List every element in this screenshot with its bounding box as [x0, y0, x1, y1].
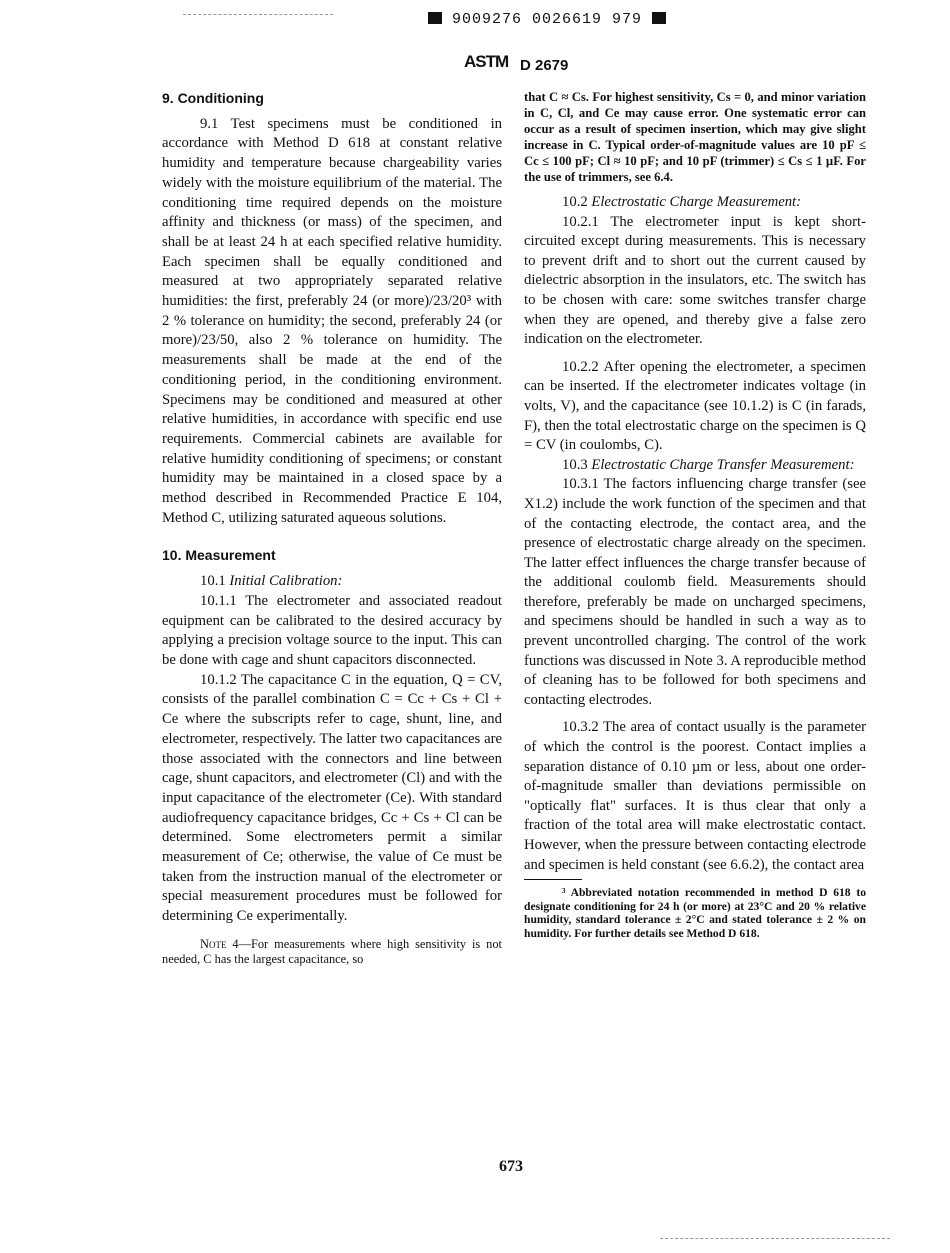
- subsection-10-2: [524, 193, 866, 213]
- section-heading-conditioning: 9. Conditioning: [162, 90, 264, 106]
- paragraph-10-2-2: 10.2.2 After opening the electrometer, a specimen can be inserted. If the electrometer indicates voltage (in volts, V), and the capacitance (see 10.1.2) is C (in farads, F), then the total electrostatic charge on the specimen is Q = CV (in coulombs, C).: [524, 358, 866, 454]
- note-4-continued: that C ≈ Cs. For highest sensitivity, Cs = 0, and minor variation in C, Cl, and Ce may cause error. One systematic error can occur as a result of specimen insertion, which may give slight increase in C. Typical order-of-magnitude values are 10 pF ≤ Cc ≤ 100 pF; Cl ≈ 10 pF; and 10 pF (trimmer) ≤ Cs ≤ 1 µF. For the use of trimmers, see 6.4.: [524, 90, 866, 184]
- left-column: [162, 89, 502, 968]
- note-label: Note 4: [200, 936, 239, 951]
- document-header: [428, 11, 666, 28]
- scan-artifact: [183, 14, 333, 15]
- subsection-title: Electrostatic Charge Transfer Measurement:: [591, 456, 855, 473]
- note-4: [162, 937, 502, 968]
- subsection-10-3: [524, 456, 866, 476]
- subsection-title: Initial Calibration:: [229, 573, 343, 590]
- subsection-title: Electrostatic Charge Measurement:: [591, 194, 802, 210]
- section-heading-measurement: 10. Measurement: [162, 547, 276, 564]
- subsection-number: 10.1: [200, 573, 226, 590]
- scan-artifact-bottom: [660, 1238, 890, 1239]
- subsection-10-1: [162, 572, 502, 592]
- paragraph-10-2-1: 10.2.1 The electrometer input is kept short-circuited except during measurements. This is necessary to prevent drift and to short out the current caused by dielectric absorption in the insulators, etc. The switch has to be chosen with care: some switches transfer charge when they are opened, and thereby give a false zero indication on the electrometer.: [524, 213, 866, 348]
- footnote-3: ³ Abbreviated notation recommended in method D 618 to designate conditioning for 24 h (or more) at 23°C and 20 % relative humidity, standard tolerance ± 2°C and stated tolerance ± 2 % on humidity. For further details see Method D 618.: [524, 886, 866, 940]
- barcode-block-right: [652, 12, 666, 24]
- page-number: 673: [499, 1158, 523, 1175]
- right-column: [524, 89, 866, 941]
- astm-logo: ASTM: [464, 52, 509, 71]
- subsection-number: 10.2: [562, 194, 588, 210]
- paragraph-9-1: 9.1 Test specimens must be conditioned in accordance with Method D 618 at constant relative humidity and temperature because chargeability varies widely with the moisture equilibrium of the material. The conditioning time required depends on the moisture affinity and thickness (or mass) of the specimen, and shall be at least 24 h at each specified relative humidity. Each specimen shall be equally conditioned and measured at two appropriately separated relative humidities: the first, preferably 24 (or more)/23/20³ with 2 % tolerance on humidity; the second, preferably 24 (or more)/23/50, also 2 % tolerance on humidity. The measurements shall be made at the end of the conditioning period, in the conditioning environment. Specimens may be conditioned and measured at other relative humidities, in accordance with specific end use requirements. Commercial cabinets are available for relative humidity conditioning of specimens; or constant humidity may be maintained in a closed space by a method described in Recommended Practice E 104, Method C, utilizing saturated aqueous solutions.: [162, 115, 502, 526]
- paragraph-10-3-2: 10.3.2 The area of contact usually is the parameter of which the control is the poorest. Contact implies a separation distance of 0.10 µm or less, about one order-of-magnitude smaller than deviations permissible on "optically flat" surfaces. It is thus clear that only a fraction of the total area will make electrostatic contact. However, when the pressure between contacting electrode and specimen is held constant (see 6.6.2), the contact area: [524, 719, 866, 873]
- paragraph-10-3-1: 10.3.1 The factors influencing charge transfer (see X1.2) include the work function of the specimen and that of the contacting electrode, the contact area, and the presence of electrostatic charge already on the specimen. The latter effect influences the charge transfer because of the additional coulomb field. Measurements should therefore, preferably be made on uncharged specimens, and specimens should be handled in such a way as to prevent uncontrolled charging. The control of the work functions was discussed in Note 3. A reproducible method of cleaning has to be followed for both specimens and contacting electrodes.: [524, 476, 866, 708]
- paragraph-10-1-1: 10.1.1 The electrometer and associated readout equipment can be calibrated to the desired accuracy by applying a precision voltage source to the input. This can be done with cage and shunt capacitors disconnected.: [162, 592, 502, 668]
- subsection-number: 10.3: [562, 456, 588, 473]
- standard-designation: D 2679: [520, 57, 569, 74]
- footnote-rule: [524, 879, 582, 880]
- barcode-block-left: [428, 12, 442, 24]
- paragraph-10-1-2: 10.1.2 The capacitance C in the equation, Q = CV, consists of the parallel combination C = Cc + Cs + Cl + Ce where the subscripts refer to cage, shunt, line, and electrometer, respectively. The latter two capacitances are those associated with the connectors and line between cage, shunt capacitors, and electrometer (Cl) and with the input capacitance of the electrometer (Ce). With standard audiofrequency capacitance bridges, Cc + Cs + Cl can be determined. Some electrometers permit a similar measurement of Ce; otherwise, the value of Ce must be taken from the instruction manual of the electrometer or special measurement procedures must be followed for determining Ce experimentally.: [162, 671, 502, 925]
- note-text: —For measurements where high sensitivity is not needed, C has the largest capacitance, so: [162, 936, 502, 967]
- doc-code: 9009276 0026619 979: [452, 11, 643, 28]
